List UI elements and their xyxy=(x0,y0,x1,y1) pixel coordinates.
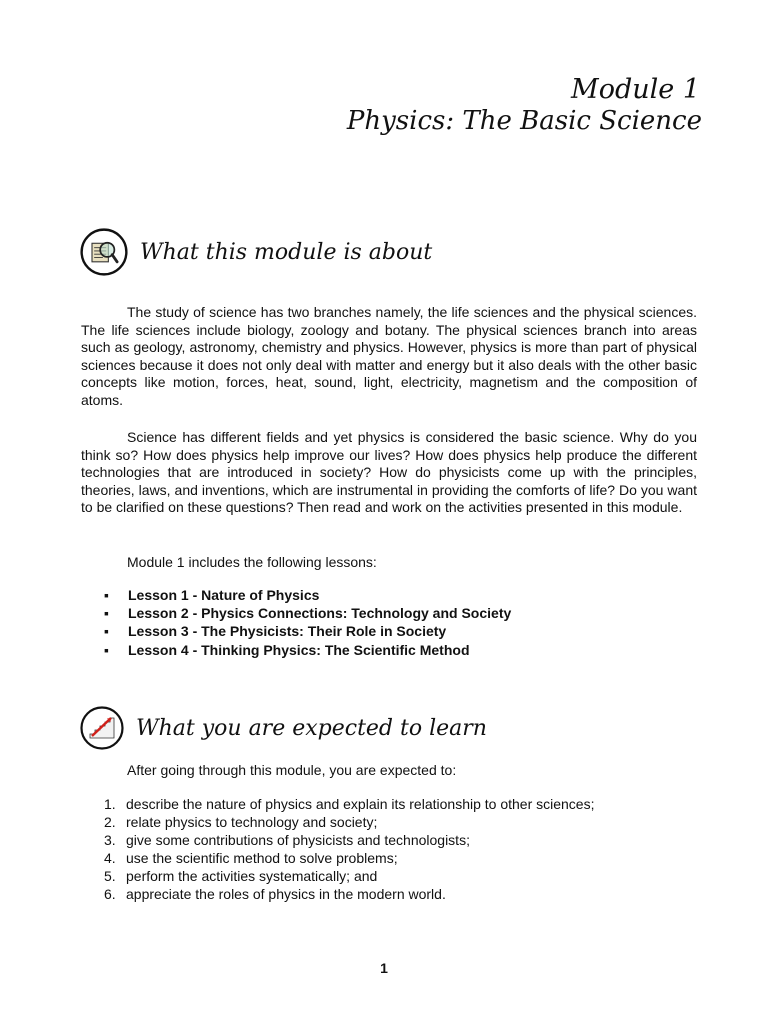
ascending-steps-icon xyxy=(80,706,124,750)
intro-paragraph-2: Science has different fields and yet physics is considered the basic science. Why do you think so? How does physics help improve our lives? How does physics help produce the different technologies that are introduced in society? How do physicists come up with the principles, theories, laws, and inventions, which are instrumental in providing the comforts of life? Do you want to be clarified on these questions? Then read and work on the activities presented in this module. xyxy=(81,429,697,516)
objective-text: appreciate the roles of physics in the modern world. xyxy=(126,886,446,902)
lesson-label: Lesson 3 - The Physicists: Their Role in Society xyxy=(128,623,447,640)
section-heading-label: What you are expected to learn xyxy=(136,715,487,741)
objective-text: describe the nature of physics and explain its relationship to other sciences; xyxy=(126,796,595,812)
lessons-intro: Module 1 includes the following lessons: xyxy=(127,554,377,570)
list-item xyxy=(104,831,595,849)
magnifier-document-icon xyxy=(80,228,128,276)
lesson-label: Lesson 1 - Nature of Physics xyxy=(128,587,320,603)
page-number: 1 xyxy=(380,960,388,976)
objectives-intro: After going through this module, you are expected to: xyxy=(127,762,457,778)
list-item xyxy=(104,813,595,831)
objective-number: 2. xyxy=(104,814,116,830)
objective-number: 3. xyxy=(104,832,116,848)
objective-text: give some contributions of physicists and technologists; xyxy=(126,832,470,848)
list-item xyxy=(104,849,595,867)
list-item xyxy=(104,604,511,622)
section-heading-label: What this module is about xyxy=(140,239,433,265)
lesson-label: Lesson 4 - Thinking Physics: The Scientific Method xyxy=(128,641,470,658)
objective-text: perform the activities systematically; and xyxy=(126,868,378,884)
module-number-title: Module 1 xyxy=(571,74,700,105)
list-item xyxy=(104,641,511,659)
objective-number: 1. xyxy=(104,796,116,812)
module-title: Physics: The Basic Science xyxy=(346,106,702,136)
list-item xyxy=(104,795,595,813)
lesson-label: Lesson 2 - Physics Connections: Technology and Society xyxy=(128,605,512,622)
objective-number: 4. xyxy=(104,850,116,866)
intro-paragraph-1: The study of science has two branches namely, the life sciences and the physical sciences. The life sciences include biology, zoology and botany. The physical sciences branch into areas such as geology, astronomy, chemistry and physics. However, physics is more than part of physical sciences because it does not only deal with matter and energy but it also deals with the other basic concepts like motion, forces, heat, sound, light, electricity, magnetism and the composition of atoms. xyxy=(81,304,697,408)
section-heading-about xyxy=(80,228,432,276)
objective-number: 6. xyxy=(104,886,116,902)
list-item xyxy=(104,622,511,640)
objective-text: use the scientific method to solve problems; xyxy=(126,850,398,866)
list-item xyxy=(104,885,595,903)
list-item xyxy=(104,586,511,604)
section-heading-learn xyxy=(80,706,487,750)
lessons-list xyxy=(104,586,511,659)
objectives-list xyxy=(104,795,595,903)
list-item xyxy=(104,867,595,885)
objective-number: 5. xyxy=(104,868,116,884)
objective-text: relate physics to technology and society; xyxy=(126,814,378,830)
